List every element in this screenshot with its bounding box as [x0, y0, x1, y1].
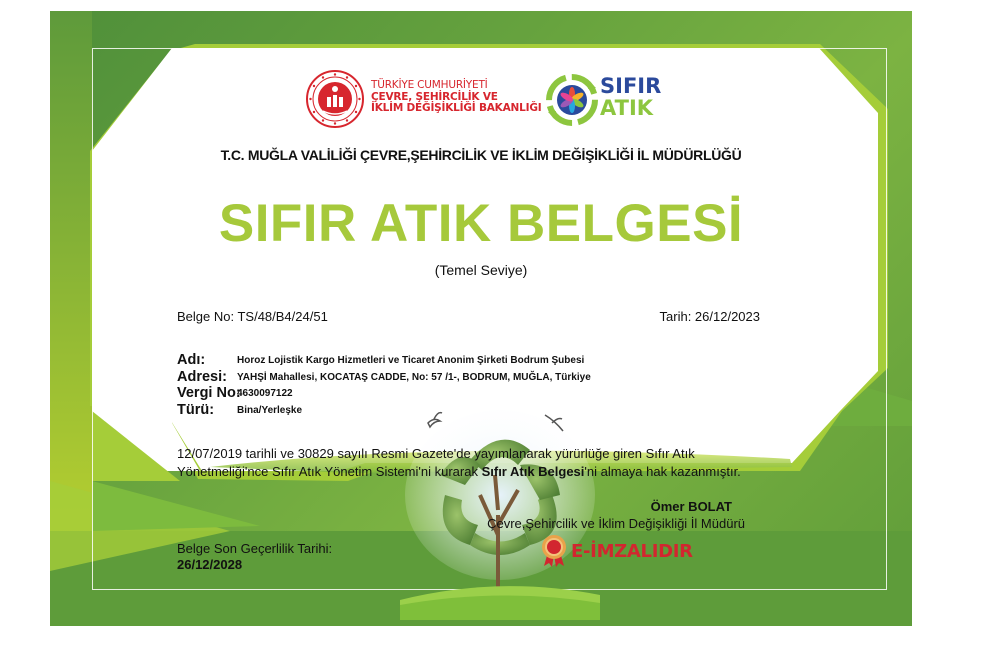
certificate-statement: [177, 445, 777, 480]
field-value: Bina/Yerleşke: [237, 404, 303, 416]
certificate-title: SIFIR ATIK BELGESİ: [218, 194, 744, 253]
field-label: Vergi No:: [177, 385, 241, 401]
statement-text: Yönetmeliği'nce Sıfır Atık Yönetim Sistemi'ni kurarak: [177, 463, 482, 479]
ministry-name: [371, 80, 541, 115]
field-label: Adresi:: [177, 368, 227, 385]
statement-bold-certificate-name: Sıfır Atık Belgesi: [481, 463, 585, 479]
field-label: Türü:: [177, 401, 215, 418]
recycle-tree-illustration: [400, 405, 600, 620]
e-signature-badge: [540, 534, 693, 568]
sifir-atik-wordmark: [600, 75, 661, 119]
ministry-emblem-icon: [305, 69, 365, 129]
sifir-atik-recycle-flower-icon: [546, 74, 598, 126]
award-rosette-icon: [540, 534, 568, 568]
statement-line-2: [177, 463, 777, 481]
ministry-line-1: TÜRKİYE CUMHURİYETİ: [371, 79, 488, 91]
e-signed-label: E-İMZALIDIR: [571, 540, 693, 562]
signer-title: Çevre,Şehircilik ve İklim Değişikliği İl Müdürü: [487, 516, 745, 531]
wordmark-line-2: ATIK: [600, 96, 654, 120]
field-value: 4630097122: [237, 388, 293, 399]
ministry-line-2: ÇEVRE, ŞEHİRCİLİK VE: [371, 90, 498, 103]
document-date: Tarih: 26/12/2023: [659, 309, 760, 324]
certificate-level: (Temel Seviye): [434, 262, 528, 278]
field-value: Horoz Lojistik Kargo Hizmetleri ve Ticaret Anonim Şirketi Bodrum Şubesi: [237, 355, 585, 366]
validity-label: Belge Son Geçerlilik Tarihi:: [177, 541, 333, 556]
validity-date: 26/12/2028: [177, 557, 243, 572]
statement-text: 'ni almaya hak kazanmıştır.: [584, 463, 741, 479]
signer-name: Ömer BOLAT: [650, 499, 732, 514]
field-value: YAHŞİ Mahallesi, KOCATAŞ CADDE, No: 57 /1-, BODRUM, MUĞLA, Türkiye: [237, 371, 591, 383]
document-number: Belge No: TS/48/B4/24/51: [177, 309, 328, 324]
ministry-line-3: İKLİM DEĞİŞİKLİĞİ BAKANLIĞI: [371, 102, 542, 114]
issuing-directorate: T.C. MUĞLA VALİLİĞİ ÇEVRE,ŞEHİRCİLİK VE İKLİM DEĞİŞİKLİĞİ İL MÜDÜRLÜĞÜ: [220, 147, 742, 163]
statement-line-1: 12/07/2019 tarihli ve 30829 sayılı Resmi Gazete'de yayımlanarak yürürlüğe giren Sıfır Atık: [177, 446, 695, 461]
wordmark-line-1: SIFIR: [600, 74, 662, 98]
field-label: Adı:: [177, 352, 206, 368]
